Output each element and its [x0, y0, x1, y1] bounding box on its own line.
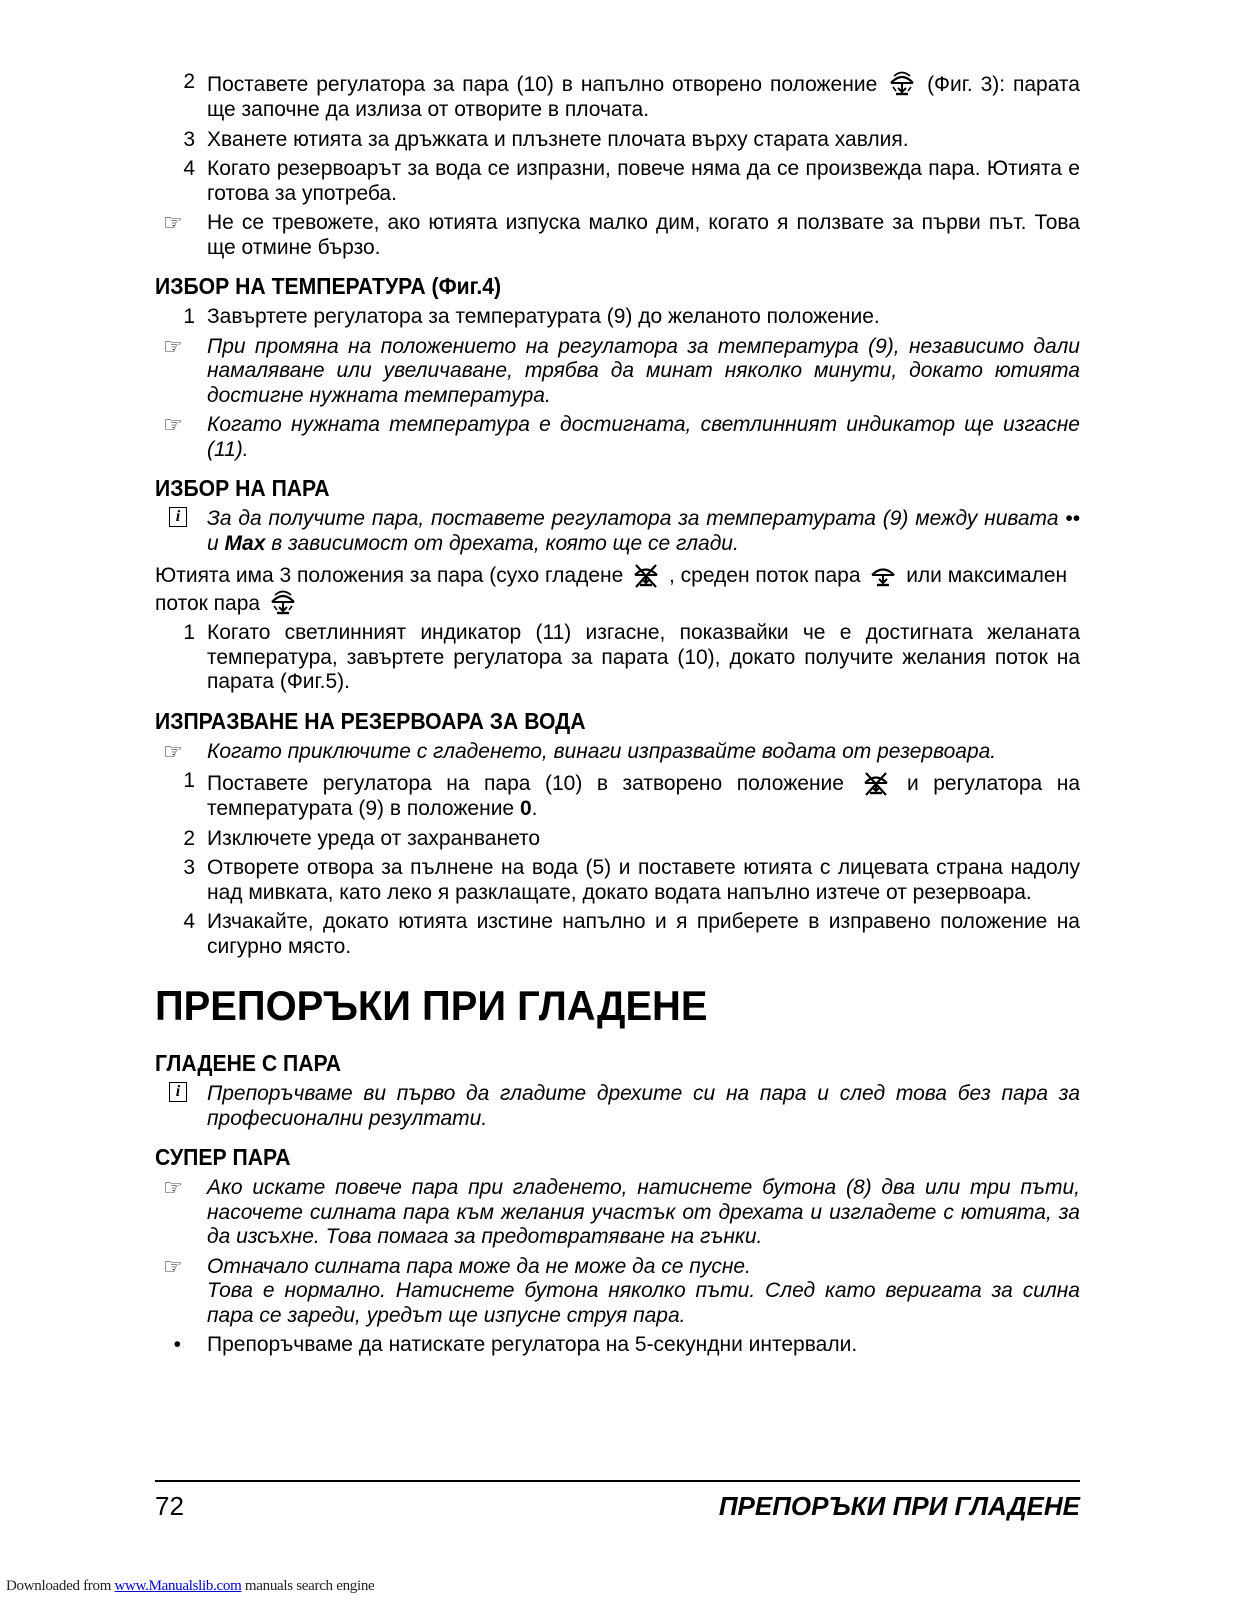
note-text: Ако искате повече пара при гладенето, натиснете бутона (8) два или три пъти, насочете силната пара към желания участък от дрехата и изгладете с ютията, за да изсъхне. Това помага за предотвратяване на гънки.: [207, 1176, 1080, 1248]
paragraph-text: , среден поток пара: [668, 564, 867, 587]
info-item: [155, 507, 1080, 556]
list-number: 4: [183, 157, 195, 180]
chapter-heading: ПРЕПОРЪКИ ПРИ ГЛАДЕНЕ: [155, 982, 708, 1029]
pointing-hand-icon: ☞: [163, 1175, 183, 1200]
info-item: [155, 1082, 1080, 1131]
list-text: и регулатора на температурата (9) в положение: [207, 772, 1080, 820]
section-heading: ИЗПРАЗВАНЕ НА РЕЗЕРВОАРА ЗА ВОДА: [155, 707, 586, 734]
note-text: Когато нужната температура е достигната, светлинният индикатор ще изгасне (11).: [207, 413, 1080, 461]
note-item: [155, 1176, 1080, 1250]
paragraph-text: Ютията има 3 положения за пара (сухо гладене: [155, 564, 630, 587]
paragraph: [155, 561, 1080, 617]
pointing-hand-icon: ☞: [163, 738, 183, 764]
note-text: Не се тревожете, ако ютията изпуска малко дим, когато я ползвате за първи път. Това ще отмине бързо.: [207, 211, 1080, 259]
list-text-bold: 0: [519, 797, 532, 820]
paragraph-text: или максимален поток пара: [155, 564, 1068, 615]
pointing-hand-icon: ☞: [163, 1253, 183, 1279]
note-text: Това е нормално. Натиснете бутона няколко пъти. След като веригата за силна пара се зареди, уредът ще изпусне струя пара.: [207, 1279, 1080, 1327]
list-text: Завъртете регулатора за температурата (9) до желаното положение.: [207, 305, 880, 328]
note-item: [155, 413, 1080, 462]
list-item: [155, 856, 1080, 905]
list-text: Когато светлинният индикатор (11) изгасне, показвайки че е достигната желаната температура, завъртете регулатора за парата (10), докато получите желания поток на парата (Фиг.5).: [207, 621, 1080, 693]
list-text: Поставете регулатора на пара (10) в затворено положение: [207, 772, 844, 795]
download-prefix: Downloaded from: [6, 1578, 115, 1594]
list-number: 3: [183, 127, 195, 151]
note-text: При промяна на положението на регулатора за температура (9), независимо дали намаляване или увеличаване, трябва да минат няколко минути, докато ютията достигне нужната температура.: [207, 334, 1080, 407]
medium-steam-icon: [868, 561, 898, 589]
list-text: Изключете уреда от захранването: [207, 826, 541, 850]
max-steam-icon: [887, 70, 917, 98]
note-item: [155, 740, 1080, 765]
info-icon: i: [169, 507, 187, 527]
dry-iron-icon: [861, 769, 891, 797]
info-icon: i: [169, 1082, 187, 1102]
list-number: 3: [183, 856, 195, 879]
list-number: 2: [183, 70, 195, 93]
bullet: •: [173, 1333, 181, 1356]
note-item: [155, 335, 1080, 409]
list-text: Когато резервоарът за вода се изпразни, повече няма да се произвежда пара. Ютията е готова за употреба.: [207, 157, 1080, 205]
list-text: Отворете отвора за пълнене на вода (5) и поставете ютията с лицевата страна надолу над мивката, като леко я разклащате, докато водата напълно изтече от резервоара.: [207, 856, 1080, 904]
list-number: 1: [183, 621, 195, 644]
bullet-item: [155, 1333, 1080, 1358]
download-suffix: manuals search engine: [241, 1578, 375, 1594]
list-item: [155, 910, 1080, 959]
list-item: [155, 621, 1080, 695]
manualslib-link[interactable]: www.Manualslib.com: [114, 1578, 242, 1594]
list-item: [155, 827, 1080, 852]
list-item: [155, 128, 1080, 153]
note-text: Отначало силната пара може да не може да се пусне.: [207, 1254, 751, 1278]
bullet-text: Препоръчваме да натискате регулатора на 5-секундни интервали.: [207, 1333, 858, 1356]
note-text: Когато приключите с гладенето, винаги изпразвайте водата от резервоара.: [207, 739, 997, 763]
list-number: 1: [183, 769, 195, 792]
section-heading: ИЗБОР НА ПАРА: [155, 475, 330, 501]
info-text: в зависимост от дрехата, която ще се глади.: [265, 531, 739, 555]
running-title: ПРЕПОРЪКИ ПРИ ГЛАДЕНЕ: [718, 1491, 1080, 1521]
pointing-hand-icon: ☞: [163, 210, 183, 235]
page-number: 72: [155, 1491, 184, 1521]
download-notice: [6, 1578, 374, 1595]
info-text-bold: Max: [224, 531, 266, 555]
list-text: (Фиг. 3): парата ще започне да излиза от отворите в плочата.: [207, 73, 1080, 121]
max-steam-icon: [268, 589, 298, 617]
dry-iron-icon: [631, 561, 661, 589]
footer-rule: [155, 1480, 1080, 1482]
section-heading: ГЛАДЕНЕ С ПАРА: [155, 1050, 342, 1076]
section-heading: ИЗБОР НА ТЕМПЕРАТУРА (Фиг.4): [155, 273, 502, 299]
list-item: [155, 305, 1080, 330]
list-item: [155, 157, 1080, 206]
manual-page: [155, 70, 1080, 1363]
section-heading: СУПЕР ПАРА: [155, 1144, 291, 1170]
list-text: Изчакайте, докато ютията изстине напълно и я приберете в изправено положение на сигурно място.: [207, 910, 1080, 958]
note-item: [155, 1255, 1080, 1329]
list-item: [155, 769, 1080, 822]
list-number: 2: [183, 826, 195, 850]
pointing-hand-icon: ☞: [163, 333, 183, 359]
note-item: [155, 211, 1080, 260]
info-text: Препоръчваме ви първо да гладите дрехите си на пара и след това без пара за професионални резултати.: [207, 1082, 1080, 1130]
list-number: 4: [183, 910, 195, 933]
list-text: Поставете регулатора за пара (10) в напълно отворено положение: [207, 73, 878, 96]
list-text: .: [531, 797, 538, 820]
list-text: Хванете ютията за дръжката и плъзнете плочата върху старата хавлия.: [207, 127, 909, 151]
pointing-hand-icon: ☞: [163, 412, 183, 437]
info-text: За да получите пара, поставете регулатора за температурата (9) между нивата •• и: [207, 507, 1080, 555]
list-item: [155, 70, 1080, 123]
list-number: 1: [183, 305, 195, 328]
